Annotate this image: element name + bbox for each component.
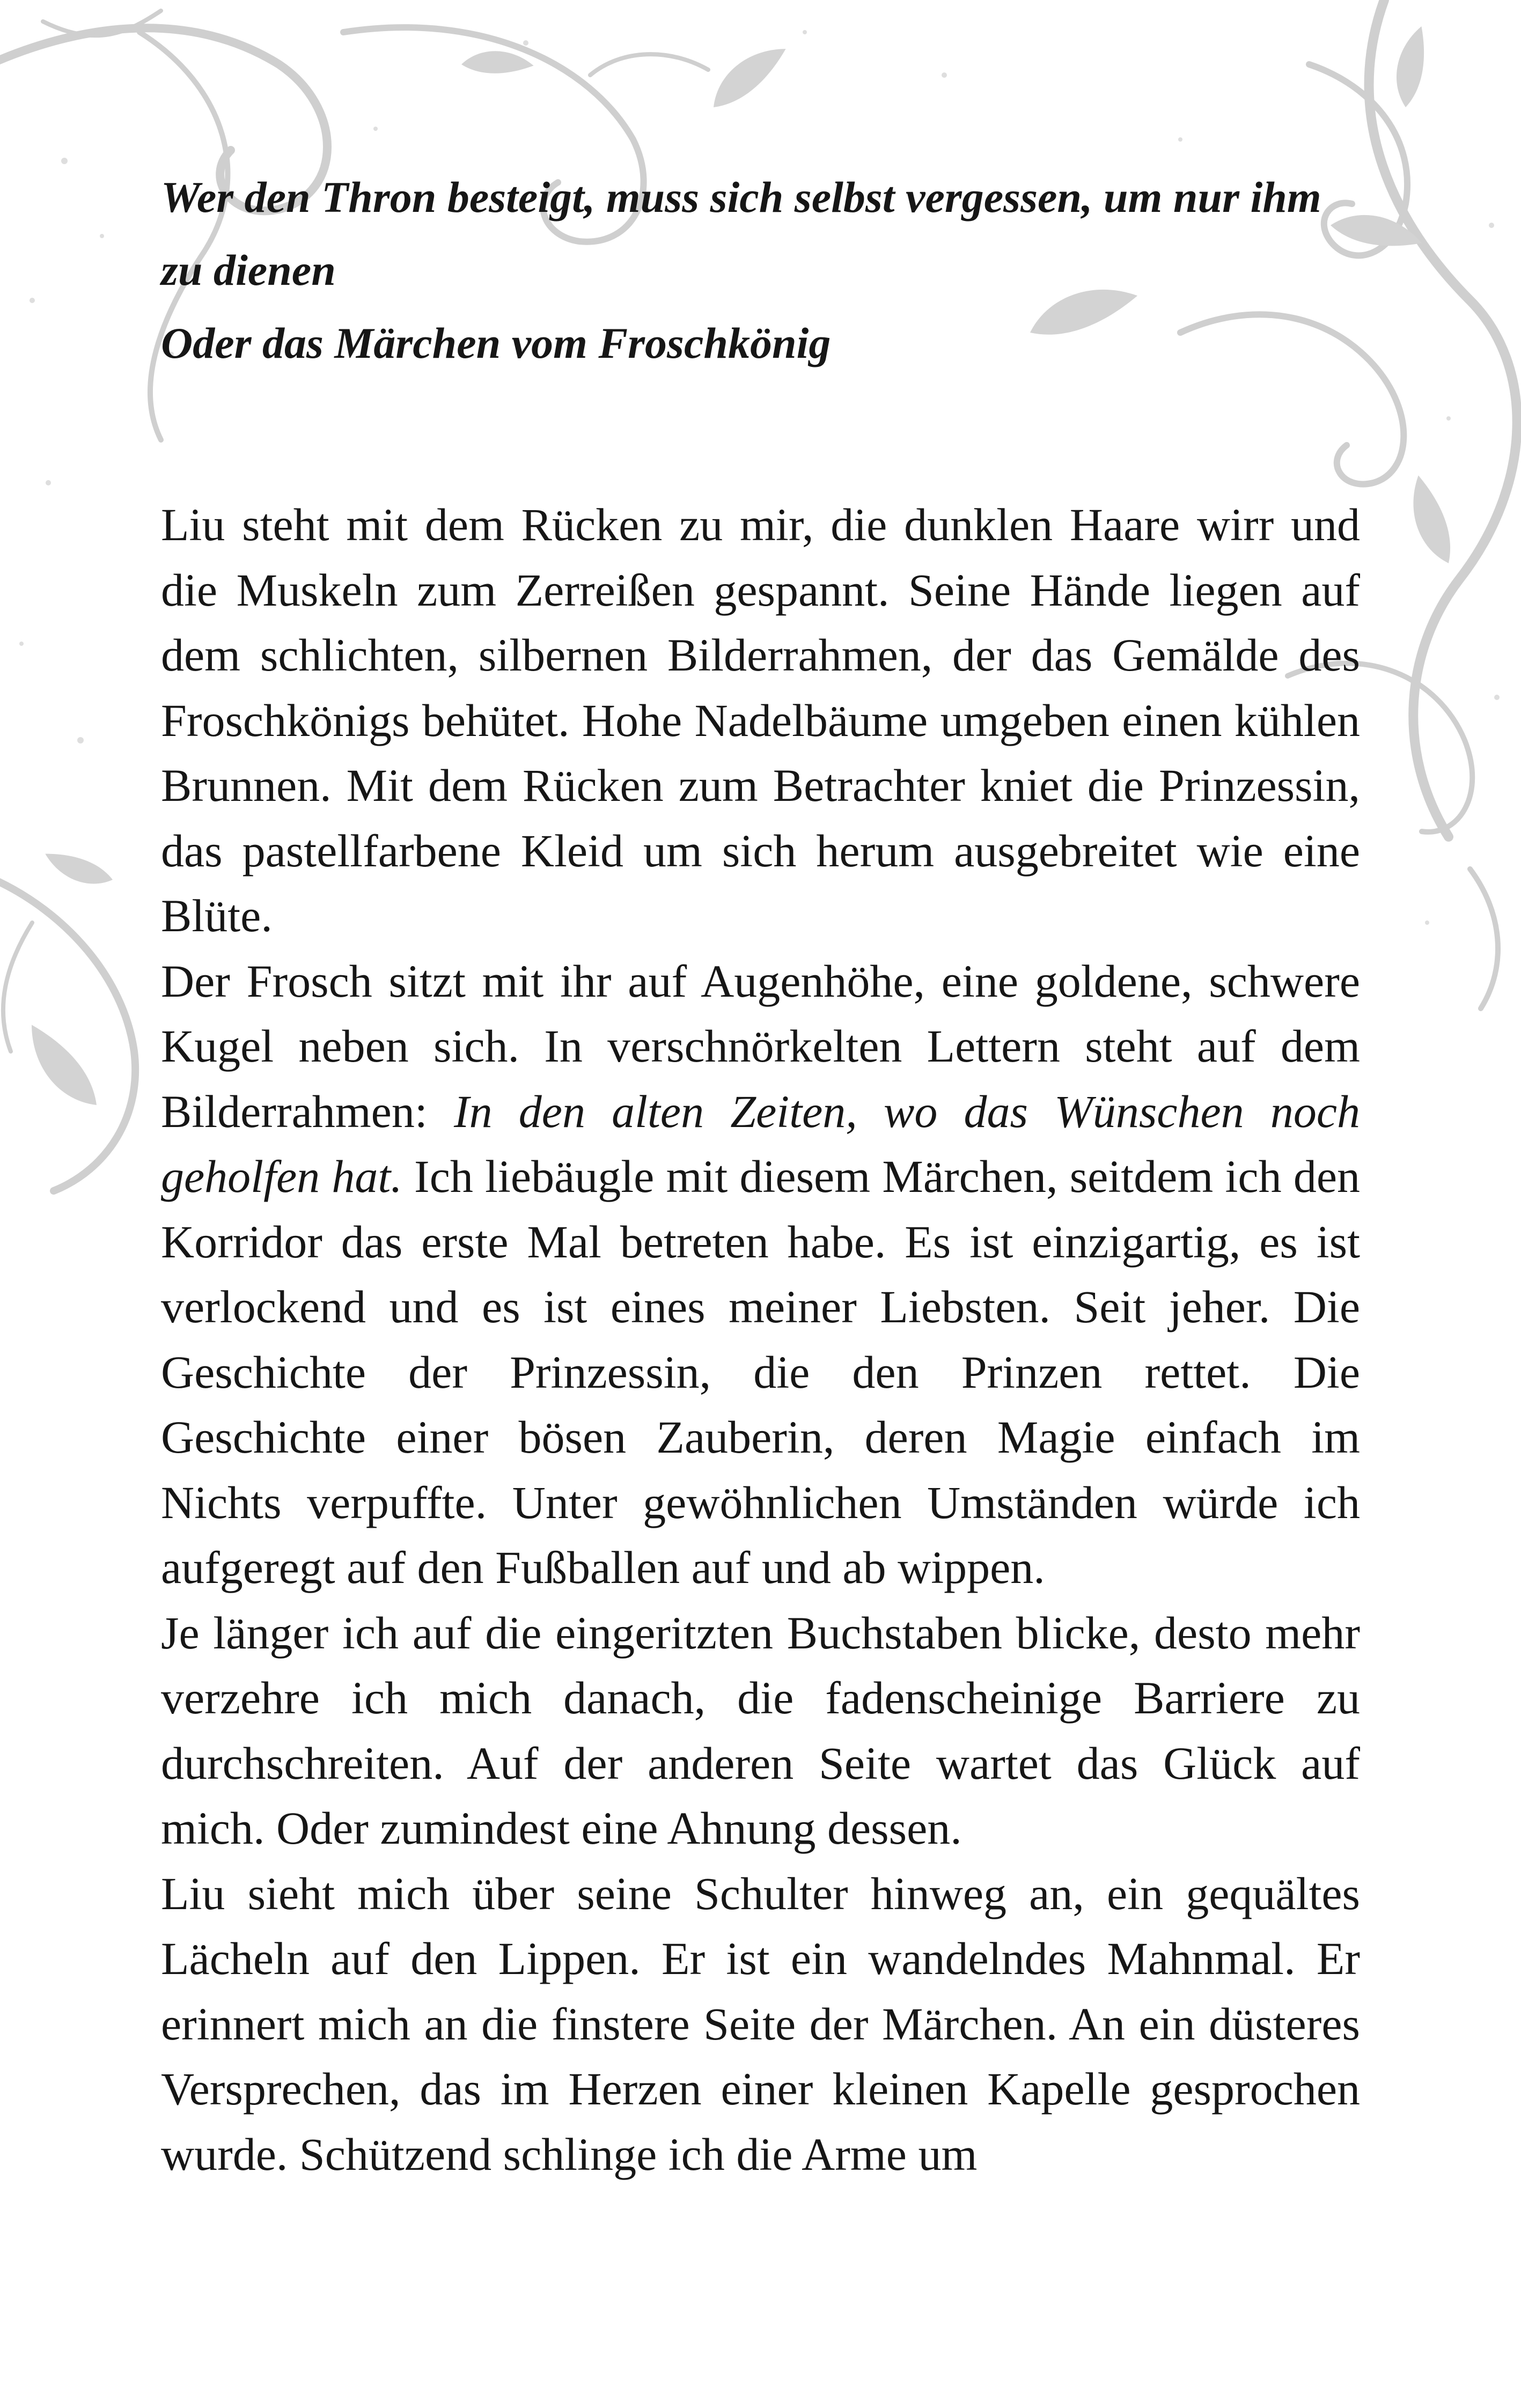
paragraph: Liu sieht mich über seine Schulter hinweg an, ein gequältes Lächeln auf den Lippen. Er ist ein wandelndes Mahnmal. Er erinnert mich an die finstere Seite der Märchen. An ein düsteres Versprechen, das im Herzen einer kleinen Kapelle gesprochen wurde. Schützend schlinge ich die Arme um xyxy=(161,1867,1360,2180)
emphasized-inscription: In den alten Zeiten, wo das Wünschen noch geholfen hat. xyxy=(161,1085,1360,1202)
paragraph xyxy=(161,949,1360,1601)
chapter-title: Wer den Thron besteigt, muss sich selbst vergessen, um nur ihm zu dienen xyxy=(161,173,1321,294)
chapter-subtitle: Oder das Märchen vom Froschkönig xyxy=(161,319,831,367)
chapter-text xyxy=(161,492,1360,2187)
book-page xyxy=(161,161,1360,2187)
paragraph: Je länger ich auf die eingeritzten Buchstaben blicke, desto mehr verzehre ich mich danach, die fadenscheinige Barriere zu durchschreiten. Auf der anderen Seite wartet das Glück auf mich. Oder zumindest eine Ahnung dessen. xyxy=(161,1607,1360,1854)
paragraph-text: Ich liebäugle mit diesem Märchen, seitdem ich den Korridor das erste Mal betreten habe. Es ist einzigartig, es ist verlockend und es ist eines meiner Liebsten. Seit jeher. Die Geschichte der Prinzessin, die den Prinzen rettet. Die Geschichte einer bösen Zauberin, deren Magie einfach im Nichts verpuffte. Unter gewöhnlichen Umständen würde ich aufgeregt auf den Fußballen auf und ab wippen. xyxy=(161,1151,1361,1593)
paragraph: Liu steht mit dem Rücken zu mir, die dunklen Haare wirr und die Muskeln zum Zerreißen gespannt. Seine Hände liegen auf dem schlichten, silbernen Bilderrahmen, der das Gemälde des Froschkönigs behütet. Hohe Nadelbäume umgeben einen kühlen Brunnen. Mit dem Rücken zum Betrachter kniet die Prinzessin, das pastellfarbene Kleid um sich herum ausgebreitet wie eine Blüte. xyxy=(161,499,1360,941)
chapter-heading xyxy=(161,161,1360,380)
paragraph-text: Der Frosch sitzt mit ihr auf Augenhöhe, eine goldene, schwere Kugel neben sich. In verschnörkelten Lettern steht auf dem Bilderrahmen: xyxy=(161,955,1360,1137)
